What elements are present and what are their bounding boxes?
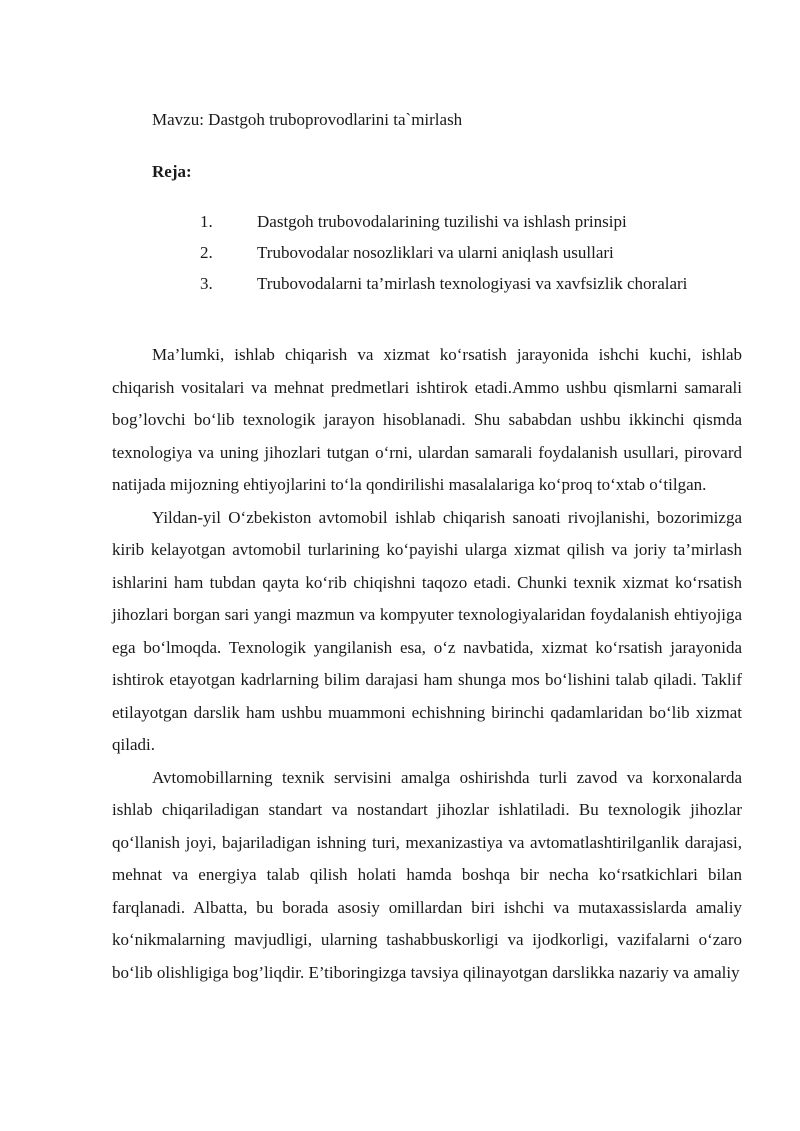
plan-item-text: Trubovodalar nosozliklari va ularni aniqlash usullari — [257, 243, 614, 262]
plan-item-text: Dastgoh trubovodalarining tuzilishi va ishlash prinsipi — [257, 212, 627, 231]
paragraph: Yildan-yil O‘zbekiston avtomobil ishlab chiqarish sanoati rivojlanishi, bozorimizga kirib kelayotgan avtomobil turlarining ko‘payishi ularga xizmat qilish va joriy ta’mirlash ishlarini ham tubdan qayta ko‘rib chiqishni taqozo etadi. Chunki texnik xizmat ko‘rsatish jihozlari borgan sari yangi mazmun va kompyuter texnologiyalaridan foydalanish ehtiyojiga ega bo‘lmoqda. Texnologik yangilanish esa, o‘z navbatida, xizmat ko‘rsatish jarayonida ishtirok etayotgan kadrlarning bilim darajasi ham shunga mos bo‘lishini talab qiladi. Taklif etilayotgan darslik ham ushbu muammoni echishning birinchi qadamlaridan bo‘lib xizmat qiladi. — [112, 507, 742, 754]
document-topic: Mavzu: Dastgoh truboprovodlarini ta`mirlash — [152, 110, 463, 129]
plan-item-number: 3. — [200, 274, 213, 293]
plan-item-number: 2. — [200, 243, 213, 262]
plan-item-text: Trubovodalarni ta’mirlash texnologiyasi va xavfsizlik choralari — [257, 274, 688, 293]
plan-heading: Reja: — [152, 162, 192, 181]
body-text — [112, 339, 742, 989]
plan-item-number: 1. — [200, 212, 213, 231]
paragraph: Avtomobillarning texnik servisini amalga oshirishda turli zavod va korxonalarda ishlab chiqariladigan standart va nostandart jihozlar ishlatiladi. Bu texnologik jihozlar qo‘llanish joyi, bajariladigan ishning turi, mexanizastiya va avtomatlashtirilganlik darajasi, mehnat va energiya talab qilish holati hamda boshqa bir necha ko‘rsatkichlari bilan farqlanadi. Albatta, bu borada asosiy omillardan biri ishchi va mutaxassislarda amaliy ko‘nikmalarning mavjudligi, ularning tashabbuskorligi va ijodkorligi, vazifalarni o‘zaro bo‘lib olishligiga bog’liqdir. E’tiboringizga tavsiya qilinayotgan darslikka nazariy va amaliy — [112, 767, 742, 982]
paragraph: Ma’lumki, ishlab chiqarish va xizmat ko‘rsatish jarayonida ishchi kuchi, ishlab chiqarish vositalari va mehnat predmetlari ishtirok etadi.Ammo ushbu qismlarni samarali bog’lovchi bo‘lib texnologik jarayon hisoblanadi. Shu sababdan ushbu ikkinchi qismda texnologiya va uning jihozlari tutgan o‘rni, ulardan samarali foydalanish usullari, pirovard natijada mijozning ehtiyojlarini to‘la qondirilishi masalalariga ko‘proq to‘xtab o‘tilgan. — [112, 345, 742, 494]
